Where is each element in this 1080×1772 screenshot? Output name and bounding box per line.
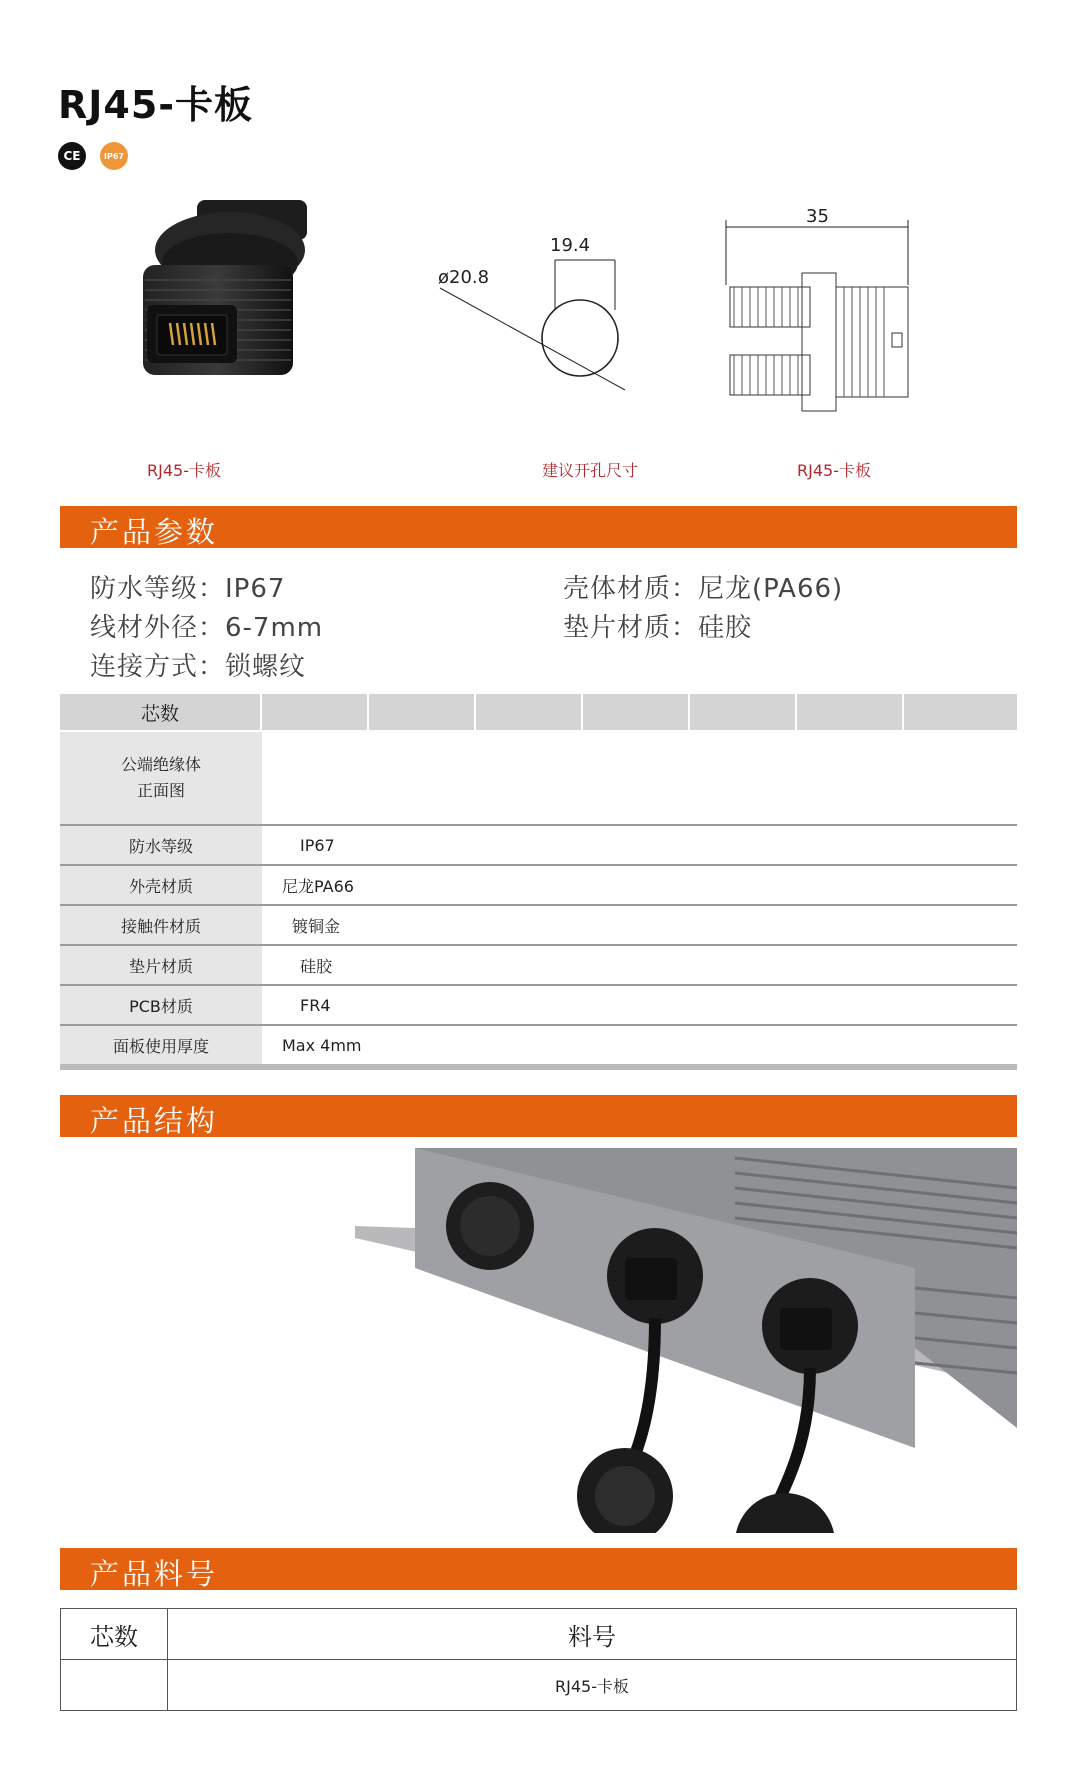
param-housing: 壳体材质：尼龙(PA66) [563, 574, 844, 604]
caption-side-view: RJ45-卡板 [797, 461, 871, 480]
partno-value: RJ45-卡板 [168, 1660, 1017, 1711]
partno-table [60, 1608, 1017, 1711]
table-row [60, 1025, 1017, 1067]
spec-table [60, 732, 1017, 1070]
side-view-drawing [722, 205, 912, 415]
spec-header-cell [262, 694, 367, 730]
spec-header-cell [369, 694, 474, 730]
page-title: RJ45-卡板 [58, 83, 254, 127]
spec-row-value: 镀铜金 [263, 905, 1017, 945]
spec-header-cores: 芯数 [60, 694, 260, 730]
table-row [61, 1660, 1017, 1711]
ce-certification-icon: CE [58, 142, 86, 170]
partno-header-cores: 芯数 [61, 1609, 168, 1660]
length-dimension: 35 [806, 206, 829, 227]
table-row [60, 945, 1017, 985]
spec-row-value: 尼龙PA66 [263, 865, 1017, 905]
partno-header-partno: 料号 [168, 1609, 1017, 1660]
spec-row-label: 面板使用厚度 [60, 1025, 263, 1067]
partno-section-title: 产品料号 [90, 1557, 219, 1591]
hole-diameter-dimension: ø20.8 [438, 267, 490, 288]
spec-row-label: PCB材质 [60, 985, 263, 1025]
table-row [60, 905, 1017, 945]
table-row [60, 985, 1017, 1025]
hole-size-drawing [430, 230, 650, 400]
spec-header-cell [583, 694, 688, 730]
spec-row-value: Max 4mm [263, 1025, 1017, 1067]
table-row [60, 865, 1017, 905]
partno-section-banner [60, 1548, 1017, 1590]
table-row [60, 732, 1017, 825]
spec-row-label: 防水等级 [60, 825, 263, 865]
spec-row-label: 外壳材质 [60, 865, 263, 905]
face-view-label-line2: 正面图 [136, 781, 185, 800]
caption-hole-size: 建议开孔尺寸 [541, 461, 638, 480]
spec-row-value: IP67 [263, 825, 1017, 865]
table-row [60, 825, 1017, 865]
spec-row-label: 垫片材质 [60, 945, 263, 985]
structure-section-banner [60, 1095, 1017, 1137]
params-section-title: 产品参数 [90, 515, 219, 549]
spec-row-value: 硅胶 [263, 945, 1017, 985]
spec-header-cell [797, 694, 902, 730]
hole-flat-dimension: 19.4 [550, 235, 591, 256]
param-waterproof: 防水等级：IP67 [90, 574, 286, 604]
face-view-value [263, 732, 1017, 825]
spec-table-header [60, 694, 1017, 730]
param-gasket: 垫片材质：硅胶 [563, 613, 753, 643]
ip67-certification-icon: IP67 [100, 142, 128, 170]
table-row [61, 1609, 1017, 1660]
connector-photo [125, 195, 335, 410]
structure-section-title: 产品结构 [90, 1104, 219, 1138]
spec-header-cell [476, 694, 581, 730]
param-cable-od: 线材外径：6-7mm [90, 613, 324, 643]
caption-connector: RJ45-卡板 [147, 461, 221, 480]
spec-row-value: FR4 [263, 985, 1017, 1025]
spec-header-cell [904, 694, 1017, 730]
face-view-label [60, 732, 263, 825]
spec-header-cell [690, 694, 795, 730]
spec-row-label: 接触件材质 [60, 905, 263, 945]
partno-core-value [61, 1660, 168, 1711]
face-view-label-line1: 公端绝缘体 [120, 755, 201, 774]
param-connection: 连接方式：锁螺纹 [90, 652, 307, 682]
structure-photo [355, 1148, 1017, 1533]
params-section-banner [60, 506, 1017, 548]
